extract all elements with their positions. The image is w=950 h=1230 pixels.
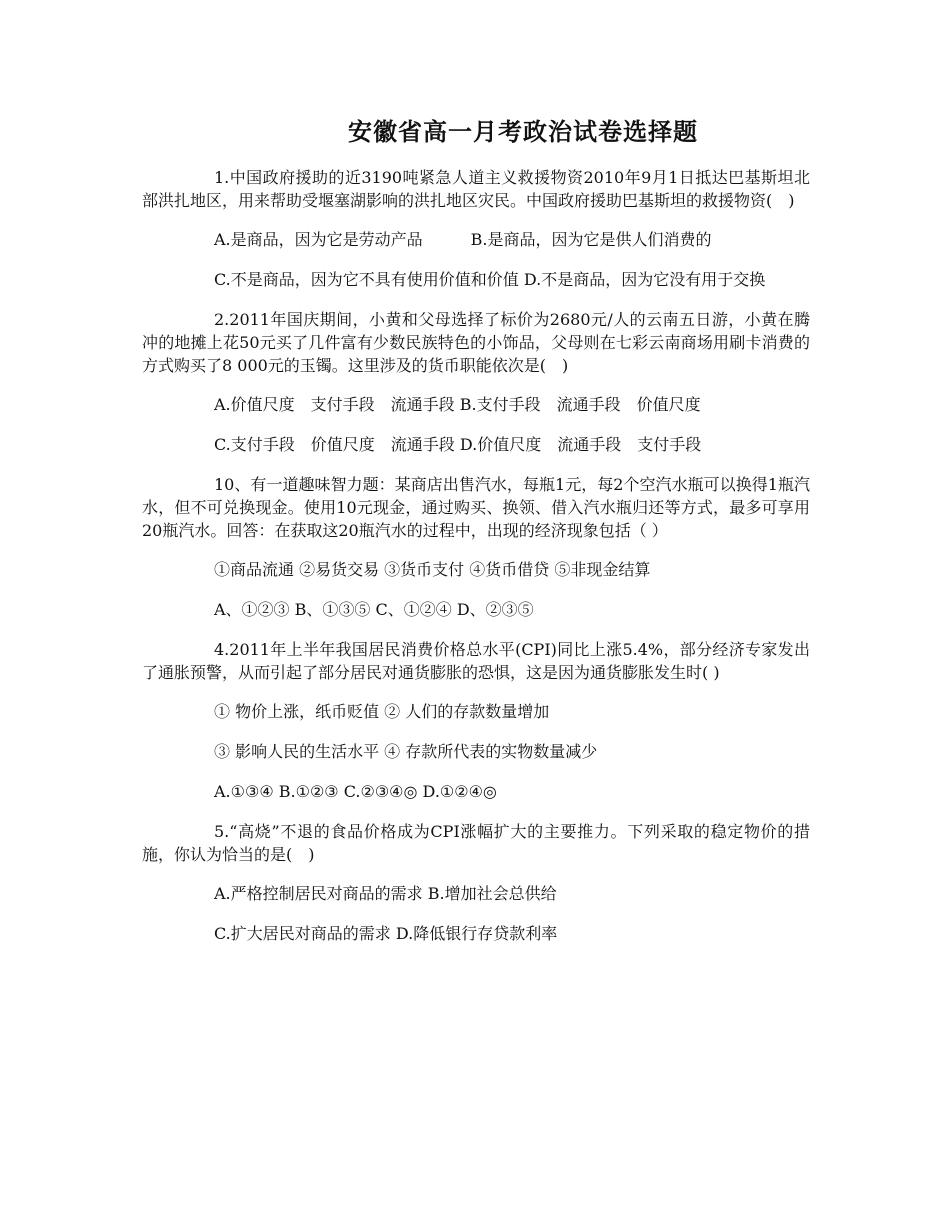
question-1-options-ab: A.是商品，因为它是劳动产品 B.是商品，因为它是供人们消费的	[214, 230, 712, 249]
question-4-options: A.①③④ B.①②③ C.②③④◎ D.①②④◎	[214, 782, 497, 801]
question-10-items: ①商品流通 ②易货交易 ③货币支付 ④货币借贷 ⑤非现金结算	[214, 560, 651, 579]
question-5-options-ab: A.严格控制居民对商品的需求 B.增加社会总供给	[214, 884, 557, 903]
question-1-options-cd: C.不是商品，因为它不具有使用价值和价值 D.不是商品，因为它没有用于交换	[214, 270, 766, 289]
question-1-stem: 1.中国政府援助的近3190吨紧急人道主义救援物资2010年9月1日抵达巴基斯坦北部洪扎地区，用来帮助受堰塞湖影响的洪扎地区灾民。中国政府援助巴基斯坦的救援物资( )	[142, 168, 810, 210]
question-10-stem: 10、有一道趣味智力题：某商店出售汽水，每瓶1元，每2个空汽水瓶可以换得1瓶汽水，但不可兑换现金。使用10元现金，通过购买、换领、借入汽水瓶归还等方式，最多可享用20瓶汽水。回答：在获取这20瓶汽水的过程中，出现的经济现象包括（ ）	[142, 475, 810, 540]
question-2-options-ab: A.价值尺度 支付手段 流通手段 B.支付手段 流通手段 价值尺度	[214, 395, 701, 414]
question-4-items-2: ③ 影响人民的生活水平 ④ 存款所代表的实物数量减少	[214, 742, 598, 761]
question-4-stem: 4.2011年上半年我国居民消费价格总水平(CPI)同比上涨5.4%，部分经济专家发出了通胀预警，从而引起了部分居民对通货膨胀的恐惧，这是因为通货膨胀发生时( )	[142, 640, 810, 682]
question-5-options-cd: C.扩大居民对商品的需求 D.降低银行存贷款利率	[214, 924, 558, 943]
question-10-options: A、①②③ B、①③⑤ C、①②④ D、②③⑤	[214, 600, 534, 619]
question-4-items-1: ① 物价上涨，纸币贬值 ② 人们的存款数量增加	[214, 702, 550, 721]
question-2-stem: 2.2011年国庆期间，小黄和父母选择了标价为2680元/人的云南五日游，小黄在腾冲的地摊上花50元买了几件富有少数民族特色的小饰品，父母则在七彩云南商场用刷卡消费的方式购买了8 000元的玉镯。这里涉及的货币职能依次是( )	[142, 310, 810, 375]
question-2-options-cd: C.支付手段 价值尺度 流通手段 D.价值尺度 流通手段 支付手段	[214, 435, 702, 454]
question-list	[142, 166, 810, 962]
page-title: 安徽省高一月考政治试卷选择题	[348, 117, 698, 146]
question-5-stem: 5.“高烧”不退的食品价格成为CPI涨幅扩大的主要推力。下列采取的稳定物价的措施，你认为恰当的是( )	[142, 822, 810, 864]
